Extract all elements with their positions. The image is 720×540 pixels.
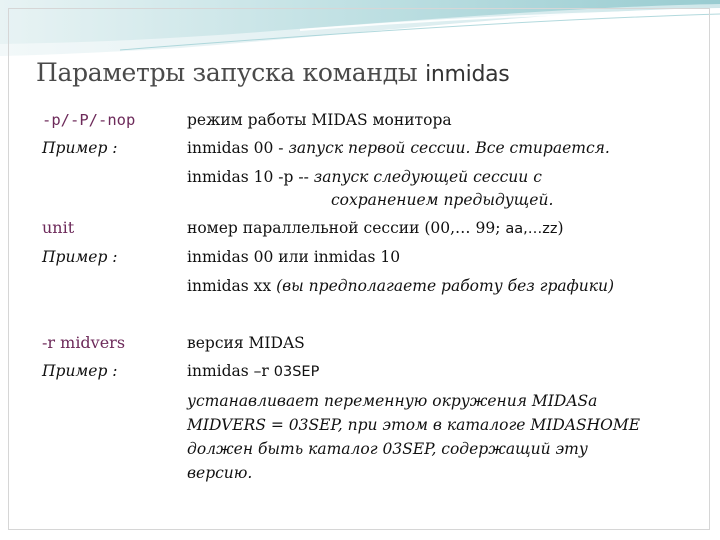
example-line: inmidas 00 - запуск первой сессии. Все стирается. <box>187 139 610 157</box>
option-desc-midvers: версия MIDAS <box>187 334 305 352</box>
option-label-mode: -p/-P/-nop <box>42 111 136 129</box>
description-line: версию. <box>187 464 253 482</box>
header-decoration <box>0 0 720 60</box>
example-label: Пример : <box>42 248 118 266</box>
option-desc-unit: номер параллельной сессии (00,… 99; aa,…zz) <box>187 219 564 237</box>
description-line: должен быть каталог 03SEP, содержащий эту <box>187 440 588 458</box>
example-line: inmidas xx (вы предполагаете работу без графики) <box>187 277 615 295</box>
slide-title: Параметры запуска команды inmidas <box>36 58 510 87</box>
example-label: Пример : <box>42 362 118 380</box>
option-label-unit: unit <box>42 218 75 237</box>
example-line: inmidas 10 -p -- запуск следующей сессии с <box>187 168 542 186</box>
option-label-midvers: -r midvers <box>42 333 126 352</box>
example-line-continued: сохранением предыдущей. <box>331 191 554 209</box>
example-label: Пример : <box>42 139 118 157</box>
description-line: MIDVERS = 03SEP, при этом в каталоге MIDASHOME <box>187 416 641 434</box>
option-desc-mode: режим работы MIDAS монитора <box>187 111 452 129</box>
example-line: inmidas –r 03SEP <box>187 362 320 380</box>
example-line: inmidas 00 или inmidas 10 <box>187 248 401 266</box>
description-line: устанавливает переменную окружения MIDASа <box>187 392 598 410</box>
